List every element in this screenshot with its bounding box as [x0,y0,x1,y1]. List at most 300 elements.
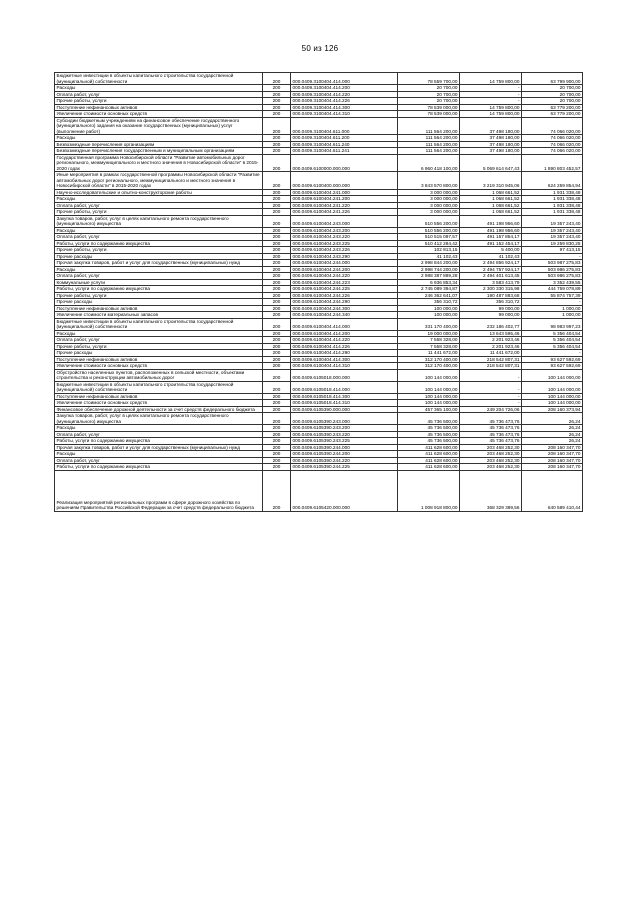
cell-budget-code: 000.0409.6100404.414.290 [291,350,398,357]
cell-executed: 5 069 614 647,43 [460,154,522,172]
cell-line-code: 200 [263,330,291,337]
cell-line-code: 200 [263,247,291,254]
cell-budget-code: 000.0409.6105390.244.220 [291,457,398,464]
cell-approved: 100 144 000,00 [398,369,460,381]
cell-approved: 100 144 000,00 [398,393,460,400]
cell-budget-code: 000.0409.3100404.414.000 [291,73,398,85]
cell-name: Расходы [55,196,263,203]
cell-budget-code: 000.0409.3100404.611.000 [291,117,398,135]
cell-executed: 37 498 180,00 [460,141,522,148]
cell-approved: 6 960 418 100,00 [398,154,460,172]
cell-executed: 2 494 856 924,17 [460,260,522,267]
cell-name: Оплата работ, услуг [55,202,263,209]
cell-name: Расходы [55,135,263,142]
cell-remaining: 1 000,00 [522,305,583,312]
cell-line-code: 200 [263,98,291,105]
table-row [55,286,583,293]
cell-executed: 2 300 330 315,98 [460,286,522,293]
cell-line-code: 200 [263,215,291,227]
table-row [55,363,583,370]
cell-approved: 45 736 500,00 [398,425,460,432]
cell-remaining: 1 931 338,48 [522,196,583,203]
cell-approved: 45 736 500,00 [398,431,460,438]
cell-budget-code: 000.0409.6100404.414.200 [291,330,398,337]
cell-budget-code: 000.0409.6105390.000.000 [291,406,398,413]
cell-budget-code: 000.0409.6100404.243.000 [291,215,398,227]
cell-executed: 203 468 252,30 [460,464,522,471]
cell-approved: 7 558 328,00 [398,343,460,350]
cell-name: Прочая закупка товаров, работ и услуг для государственных (муниципальных) нужд [55,260,263,267]
cell-remaining: 624 259 854,94 [522,172,583,190]
cell-approved: 100 000,00 [398,312,460,319]
cell-approved: 78 559 700,00 [398,73,460,85]
cell-approved: 510 515 097,57 [398,234,460,241]
page-number-header: 50 из 126 [301,44,339,53]
cell-approved: 111 564 200,00 [398,141,460,148]
cell-line-code: 200 [263,305,291,312]
cell-approved: 2 988 387 889,28 [398,273,460,280]
cell-remaining: 26,24 [522,413,583,425]
cell-executed: 356 310,72 [460,299,522,306]
table-row [55,470,583,511]
cell-executed: 491 198 956,60 [460,215,522,227]
cell-name: Прочие работы, услуги [55,247,263,254]
cell-line-code: 200 [263,135,291,142]
cell-remaining: 63 779 200,00 [522,111,583,118]
cell-remaining: 5 356 404,54 [522,330,583,337]
cell-budget-code: 000.0409.6100404.243.225 [291,240,398,247]
cell-budget-code: 000.0409.6100404.241.226 [291,209,398,216]
table-row [55,406,583,413]
cell-budget-code: 000.0409.6105390.243.225 [291,438,398,445]
cell-approved: 7 558 328,00 [398,337,460,344]
cell-name: Прочая закупка товаров, работ и услуг для государственных (муниципальных) нужд [55,444,263,451]
cell-budget-code: 000.0409.6105390.244.200 [291,451,398,458]
cell-line-code: 200 [263,279,291,286]
cell-approved: 20 700,00 [398,85,460,92]
cell-line-code: 200 [263,369,291,381]
cell-remaining: 19 259 830,25 [522,240,583,247]
table-row [55,154,583,172]
cell-line-code: 200 [263,431,291,438]
cell-approved: 457 365 100,00 [398,406,460,413]
cell-executed: - [460,381,522,393]
table-row [55,260,583,267]
cell-budget-code: 000.0409.6100404.244.290 [291,299,398,306]
cell-remaining: 63 799 900,00 [522,73,583,85]
cell-budget-code: 000.0409.6100000.000.000 [291,154,398,172]
cell-line-code: 200 [263,438,291,445]
cell-approved: 100 000,00 [398,305,460,312]
cell-executed: - [460,400,522,407]
cell-name: Коммунальные услуги [55,279,263,286]
cell-name: Прочие расходы [55,253,263,260]
cell-remaining: - [522,253,583,260]
cell-remaining: 1 000,00 [522,312,583,319]
cell-name: Оплата работ, услуг [55,234,263,241]
cell-executed: 3 583 413,79 [460,279,522,286]
cell-remaining: 208 160 347,70 [522,444,583,451]
cell-name: Закупка товаров, работ, услуг в целях капитального ремонта государственного (муниципального) имущества [55,413,263,425]
cell-name: Финансовое обеспечение дорожной деятельности за счет средств федерального бюджета [55,406,263,413]
cell-executed: 14 759 800,00 [460,73,522,85]
cell-executed: 2 494 401 613,45 [460,273,522,280]
table-row [55,215,583,227]
cell-remaining: 20 700,00 [522,98,583,105]
cell-budget-code: 000.0409.6105420.000.000 [291,470,398,511]
cell-name: Прочие работы, услуги [55,209,263,216]
cell-remaining: 1 931 338,48 [522,209,583,216]
cell-budget-code: 000.0409.6100404.241.220 [291,202,398,209]
cell-approved: 78 539 000,00 [398,104,460,111]
cell-approved: 100 144 000,00 [398,381,460,393]
cell-line-code: 200 [263,234,291,241]
cell-name: Увеличение стоимости основных средств [55,400,263,407]
cell-approved: 111 564 200,00 [398,135,460,142]
cell-executed: 1 068 661,52 [460,202,522,209]
cell-approved: 78 539 000,00 [398,111,460,118]
cell-line-code: 200 [263,393,291,400]
cell-line-code: 200 [263,227,291,234]
cell-line-code: 200 [263,292,291,299]
cell-executed: 1 068 661,52 [460,196,522,203]
cell-line-code: 200 [263,202,291,209]
cell-name: Расходы [55,227,263,234]
cell-executed: 11 441 672,00 [460,350,522,357]
cell-approved: 45 736 500,00 [398,438,460,445]
cell-name: Работы, услуги по содержанию имущества [55,240,263,247]
cell-executed: 232 186 402,77 [460,318,522,330]
cell-executed: 203 468 252,30 [460,451,522,458]
cell-name: Научно-исследовательские и опытно-конструкторские работы [55,189,263,196]
cell-remaining: 100 144 000,00 [522,369,583,381]
cell-remaining: 1 890 803 452,57 [522,154,583,172]
cell-budget-code: 000.0409.3100404.414.226 [291,98,398,105]
cell-executed: 249 204 726,06 [460,406,522,413]
cell-name: Оплата работ, услуг [55,337,263,344]
cell-approved: 510 412 284,42 [398,240,460,247]
cell-name: Государственная программа Новосибирской области "Развитие автомобильных дорог регионального, межмуниципального и местного значения в Новосибирской области" в 2015-2020 годах [55,154,263,172]
cell-name: Поступление нефинансовых активов [55,104,263,111]
cell-executed: 99 000,00 [460,312,522,319]
cell-remaining: 26,24 [522,425,583,432]
cell-budget-code: 000.0409.6100404.244.225 [291,286,398,293]
cell-executed: 37 498 180,00 [460,117,522,135]
cell-remaining: 20 700,00 [522,91,583,98]
cell-name: Прочие работы, услуги [55,98,263,105]
cell-remaining: 208 160 373,94 [522,406,583,413]
cell-budget-code: 000.0409.3100404.414.220 [291,91,398,98]
cell-executed: - [460,393,522,400]
cell-remaining: 74 066 020,00 [522,117,583,135]
cell-executed: 203 468 252,30 [460,444,522,451]
cell-name: Реализация мероприятий региональных программ в сфере дорожного хозяйства по решениям Правительства Российской Федерации за счет средств федерального бюджета [55,470,263,511]
cell-line-code: 200 [263,425,291,432]
cell-line-code: 200 [263,400,291,407]
cell-line-code: 200 [263,273,291,280]
cell-name: Расходы [55,85,263,92]
cell-name: Бюджетные инвестиции в объекты капитального строительства государственной (муниципальной) собственности [55,318,263,330]
cell-executed: 1 068 661,52 [460,189,522,196]
cell-remaining: 640 589 410,44 [522,470,583,511]
cell-name: Оплата работ, услуг [55,91,263,98]
cell-executed: 2 201 923,46 [460,343,522,350]
cell-budget-code: 000.0409.3100404.611.200 [291,135,398,142]
cell-budget-code: 000.0409.6100404.243.226 [291,247,398,254]
cell-name: Прочие работы, услуги [55,343,263,350]
cell-budget-code: 000.0409.6100404.241.200 [291,196,398,203]
table-row [55,104,583,111]
cell-budget-code: 000.0409.3100404.611.241 [291,148,398,155]
table-row [55,141,583,148]
cell-approved: 111 564 200,00 [398,117,460,135]
cell-name: Прочие расходы [55,350,263,357]
cell-line-code: 200 [263,286,291,293]
cell-remaining: 19 357 243,40 [522,215,583,227]
cell-name: Расходы [55,330,263,337]
cell-remaining: 98 983 997,23 [522,318,583,330]
cell-line-code: 200 [263,343,291,350]
cell-approved: 331 170 400,00 [398,318,460,330]
cell-approved: 411 628 600,00 [398,464,460,471]
cell-remaining: 1 931 338,48 [522,189,583,196]
cell-line-code: 200 [263,240,291,247]
cell-name: Расходы [55,451,263,458]
cell-line-code: 200 [263,111,291,118]
cell-remaining: 26,24 [522,431,583,438]
table-row [55,444,583,451]
cell-remaining: - [522,350,583,357]
cell-approved: 100 144 000,00 [398,400,460,407]
cell-remaining: 100 144 000,00 [522,400,583,407]
cell-executed: - [460,98,522,105]
cell-line-code: 200 [263,260,291,267]
cell-budget-code: 000.0409.6100404.414.310 [291,363,398,370]
cell-remaining: 19 357 243,40 [522,234,583,241]
cell-line-code: 200 [263,337,291,344]
cell-line-code: 200 [263,266,291,273]
cell-executed: 99 000,00 [460,305,522,312]
cell-budget-code: 000.0409.6100404.244.200 [291,266,398,273]
cell-executed: 218 542 807,31 [460,363,522,370]
cell-remaining: 93 627 592,69 [522,363,583,370]
cell-approved: 6 936 853,34 [398,279,460,286]
cell-remaining: 503 986 275,83 [522,266,583,273]
cell-line-code: 200 [263,350,291,357]
budget-execution-table [54,72,583,512]
cell-budget-code: 000.0409.6100404.244.220 [291,273,398,280]
cell-approved: 510 556 200,00 [398,227,460,234]
cell-budget-code: 000.0409.3100404.414.300 [291,104,398,111]
cell-budget-code: 000.0409.6105390.244.000 [291,444,398,451]
cell-approved: 3 843 570 800,00 [398,172,460,190]
cell-budget-code: 000.0409.6100404.244.340 [291,312,398,319]
table-row [55,464,583,471]
cell-name: Прочие работы, услуги [55,292,263,299]
cell-line-code: 200 [263,104,291,111]
cell-name: Безвозмездные перечисления организациям [55,141,263,148]
cell-remaining: 5 356 404,54 [522,337,583,344]
cell-remaining: 19 357 243,40 [522,227,583,234]
cell-line-code: 200 [263,363,291,370]
cell-name: Работы, услуги по содержанию имущества [55,438,263,445]
table-row [55,318,583,330]
cell-name: Оплата работ, услуг [55,431,263,438]
cell-line-code: 200 [263,444,291,451]
cell-budget-code: 000.0409.6105390.243.220 [291,431,398,438]
table-row [55,240,583,247]
cell-budget-code: 000.0409.3100404.611.240 [291,141,398,148]
cell-executed: 491 157 854,17 [460,234,522,241]
cell-remaining: 5 356 404,54 [522,343,583,350]
cell-budget-code: 000.0409.6105018.000.000 [291,369,398,381]
table-row [55,305,583,312]
cell-approved: 3 000 000,00 [398,189,460,196]
table-row [55,381,583,393]
cell-approved: 510 556 200,00 [398,215,460,227]
table-row [55,356,583,363]
cell-executed: 218 542 807,31 [460,356,522,363]
table-row [55,111,583,118]
cell-remaining: 55 874 757,39 [522,292,583,299]
cell-line-code: 200 [263,196,291,203]
cell-name: Безвозмездные перечисления государственным и муниципальным организациям [55,148,263,155]
cell-name: Поступление нефинансовых активов [55,305,263,312]
cell-line-code: 200 [263,312,291,319]
table-row [55,438,583,445]
table-row [55,369,583,381]
cell-executed: 491 152 454,17 [460,240,522,247]
cell-approved: 1 008 918 800,00 [398,470,460,511]
cell-budget-code: 000.0409.6105390.243.200 [291,425,398,432]
cell-approved: 312 170 400,00 [398,356,460,363]
cell-budget-code: 000.0409.3100404.414.310 [291,111,398,118]
cell-approved: 20 700,00 [398,98,460,105]
table-row [55,117,583,135]
cell-line-code: 200 [263,299,291,306]
cell-approved: 111 564 200,00 [398,148,460,155]
cell-executed: 45 736 473,76 [460,425,522,432]
cell-approved: 20 700,00 [398,91,460,98]
cell-budget-code: 000.0409.6100404.243.200 [291,227,398,234]
cell-line-code: 200 [263,91,291,98]
cell-budget-code: 000.0409.6100404.244.300 [291,305,398,312]
cell-remaining: - [522,299,583,306]
cell-line-code: 200 [263,253,291,260]
cell-budget-code: 000.0409.6105390.244.225 [291,464,398,471]
cell-executed: 368 329 389,56 [460,470,522,511]
cell-remaining: 26,24 [522,438,583,445]
cell-remaining: 74 066 020,00 [522,135,583,142]
cell-name: Расходы [55,266,263,273]
cell-name: Увеличение стоимости основных средств [55,111,263,118]
cell-executed: 203 468 252,30 [460,457,522,464]
cell-approved: 411 628 600,00 [398,457,460,464]
cell-line-code: 200 [263,73,291,85]
cell-line-code: 200 [263,470,291,511]
cell-executed: 3 219 310 945,06 [460,172,522,190]
cell-remaining: 100 144 000,00 [522,393,583,400]
cell-name: Расходы [55,425,263,432]
cell-line-code: 200 [263,148,291,155]
cell-budget-code: 000.0409.3100404.414.200 [291,85,398,92]
cell-remaining: 1 931 338,48 [522,202,583,209]
cell-executed: 13 643 595,46 [460,330,522,337]
cell-executed: 41 102,43 [460,253,522,260]
cell-approved: 45 736 500,00 [398,413,460,425]
cell-budget-code: 000.0409.6100404.243.290 [291,253,398,260]
cell-budget-code: 000.0409.6105390.243.000 [291,413,398,425]
cell-approved: 41 102,43 [398,253,460,260]
table-row [55,312,583,319]
cell-line-code: 200 [263,457,291,464]
cell-remaining: 93 627 592,69 [522,356,583,363]
cell-line-code: 200 [263,451,291,458]
cell-budget-code: 000.0409.6100404.244.223 [291,279,398,286]
cell-remaining: 444 759 078,89 [522,286,583,293]
cell-executed: 45 736 473,76 [460,438,522,445]
cell-line-code: 200 [263,406,291,413]
cell-executed: 14 759 800,00 [460,111,522,118]
cell-approved: 2 998 744 200,00 [398,266,460,273]
cell-executed: 14 759 800,00 [460,104,522,111]
cell-executed: - [460,85,522,92]
cell-line-code: 200 [263,356,291,363]
cell-executed: 37 498 180,00 [460,135,522,142]
cell-budget-code: 000.0409.6100404.414.220 [291,337,398,344]
cell-remaining: 100 144 000,00 [522,381,583,393]
cell-line-code: 200 [263,172,291,190]
cell-name: Субсидии бюджетным учреждениям на финансовое обеспечение государственного (муниципального) задания на оказание государственных (муниципальных) услуг (выполнение работ) [55,117,263,135]
cell-budget-code: 000.0409.6100404.414.226 [291,343,398,350]
cell-line-code: 200 [263,117,291,135]
cell-approved: 411 628 600,00 [398,451,460,458]
cell-remaining: 3 352 439,55 [522,279,583,286]
cell-budget-code: 000.0409.6105018.414.310 [291,400,398,407]
cell-executed: 37 498 180,00 [460,148,522,155]
cell-line-code: 200 [263,189,291,196]
cell-approved: 3 000 000,00 [398,202,460,209]
cell-line-code: 200 [263,318,291,330]
cell-executed: 45 736 473,76 [460,431,522,438]
cell-name: Обустройство населенных пунктов, расположенных в сельской местности, объектами строительства и реконструкции автомобильных дорог [55,369,263,381]
cell-name: Поступление нефинансовых активов [55,356,263,363]
cell-approved: 411 628 600,00 [398,444,460,451]
cell-line-code: 200 [263,209,291,216]
cell-approved: 2 745 089 394,87 [398,286,460,293]
cell-name: Оплата работ, услуг [55,457,263,464]
cell-budget-code: 000.0409.6100404.244.000 [291,260,398,267]
cell-remaining: 63 779 200,00 [522,104,583,111]
cell-approved: 19 000 000,00 [398,330,460,337]
cell-executed: - [460,369,522,381]
cell-name: Закупка товаров, работ, услуг в целях капитального ремонта государственного (муниципального) имущества [55,215,263,227]
table-body [55,73,583,512]
cell-remaining: 74 066 020,00 [522,148,583,155]
cell-executed: 491 198 956,60 [460,227,522,234]
cell-name: Работы, услуги по содержанию имущества [55,464,263,471]
cell-name: Иные мероприятия в рамках государственной программы Новосибирской области "Развитие автомобильных дорог регионального, межмуниципального и местного значения в Новосибирской области" в 2015-2020 годах [55,172,263,190]
cell-remaining: 208 160 347,70 [522,451,583,458]
cell-line-code: 200 [263,141,291,148]
cell-name: Увеличение стоимости основных средств [55,363,263,370]
cell-executed: 190 487 883,68 [460,292,522,299]
cell-line-code: 200 [263,154,291,172]
table-row [55,172,583,190]
cell-name: Увеличение стоимости материальных запасов [55,312,263,319]
cell-executed: 2 201 923,46 [460,337,522,344]
cell-line-code: 200 [263,381,291,393]
